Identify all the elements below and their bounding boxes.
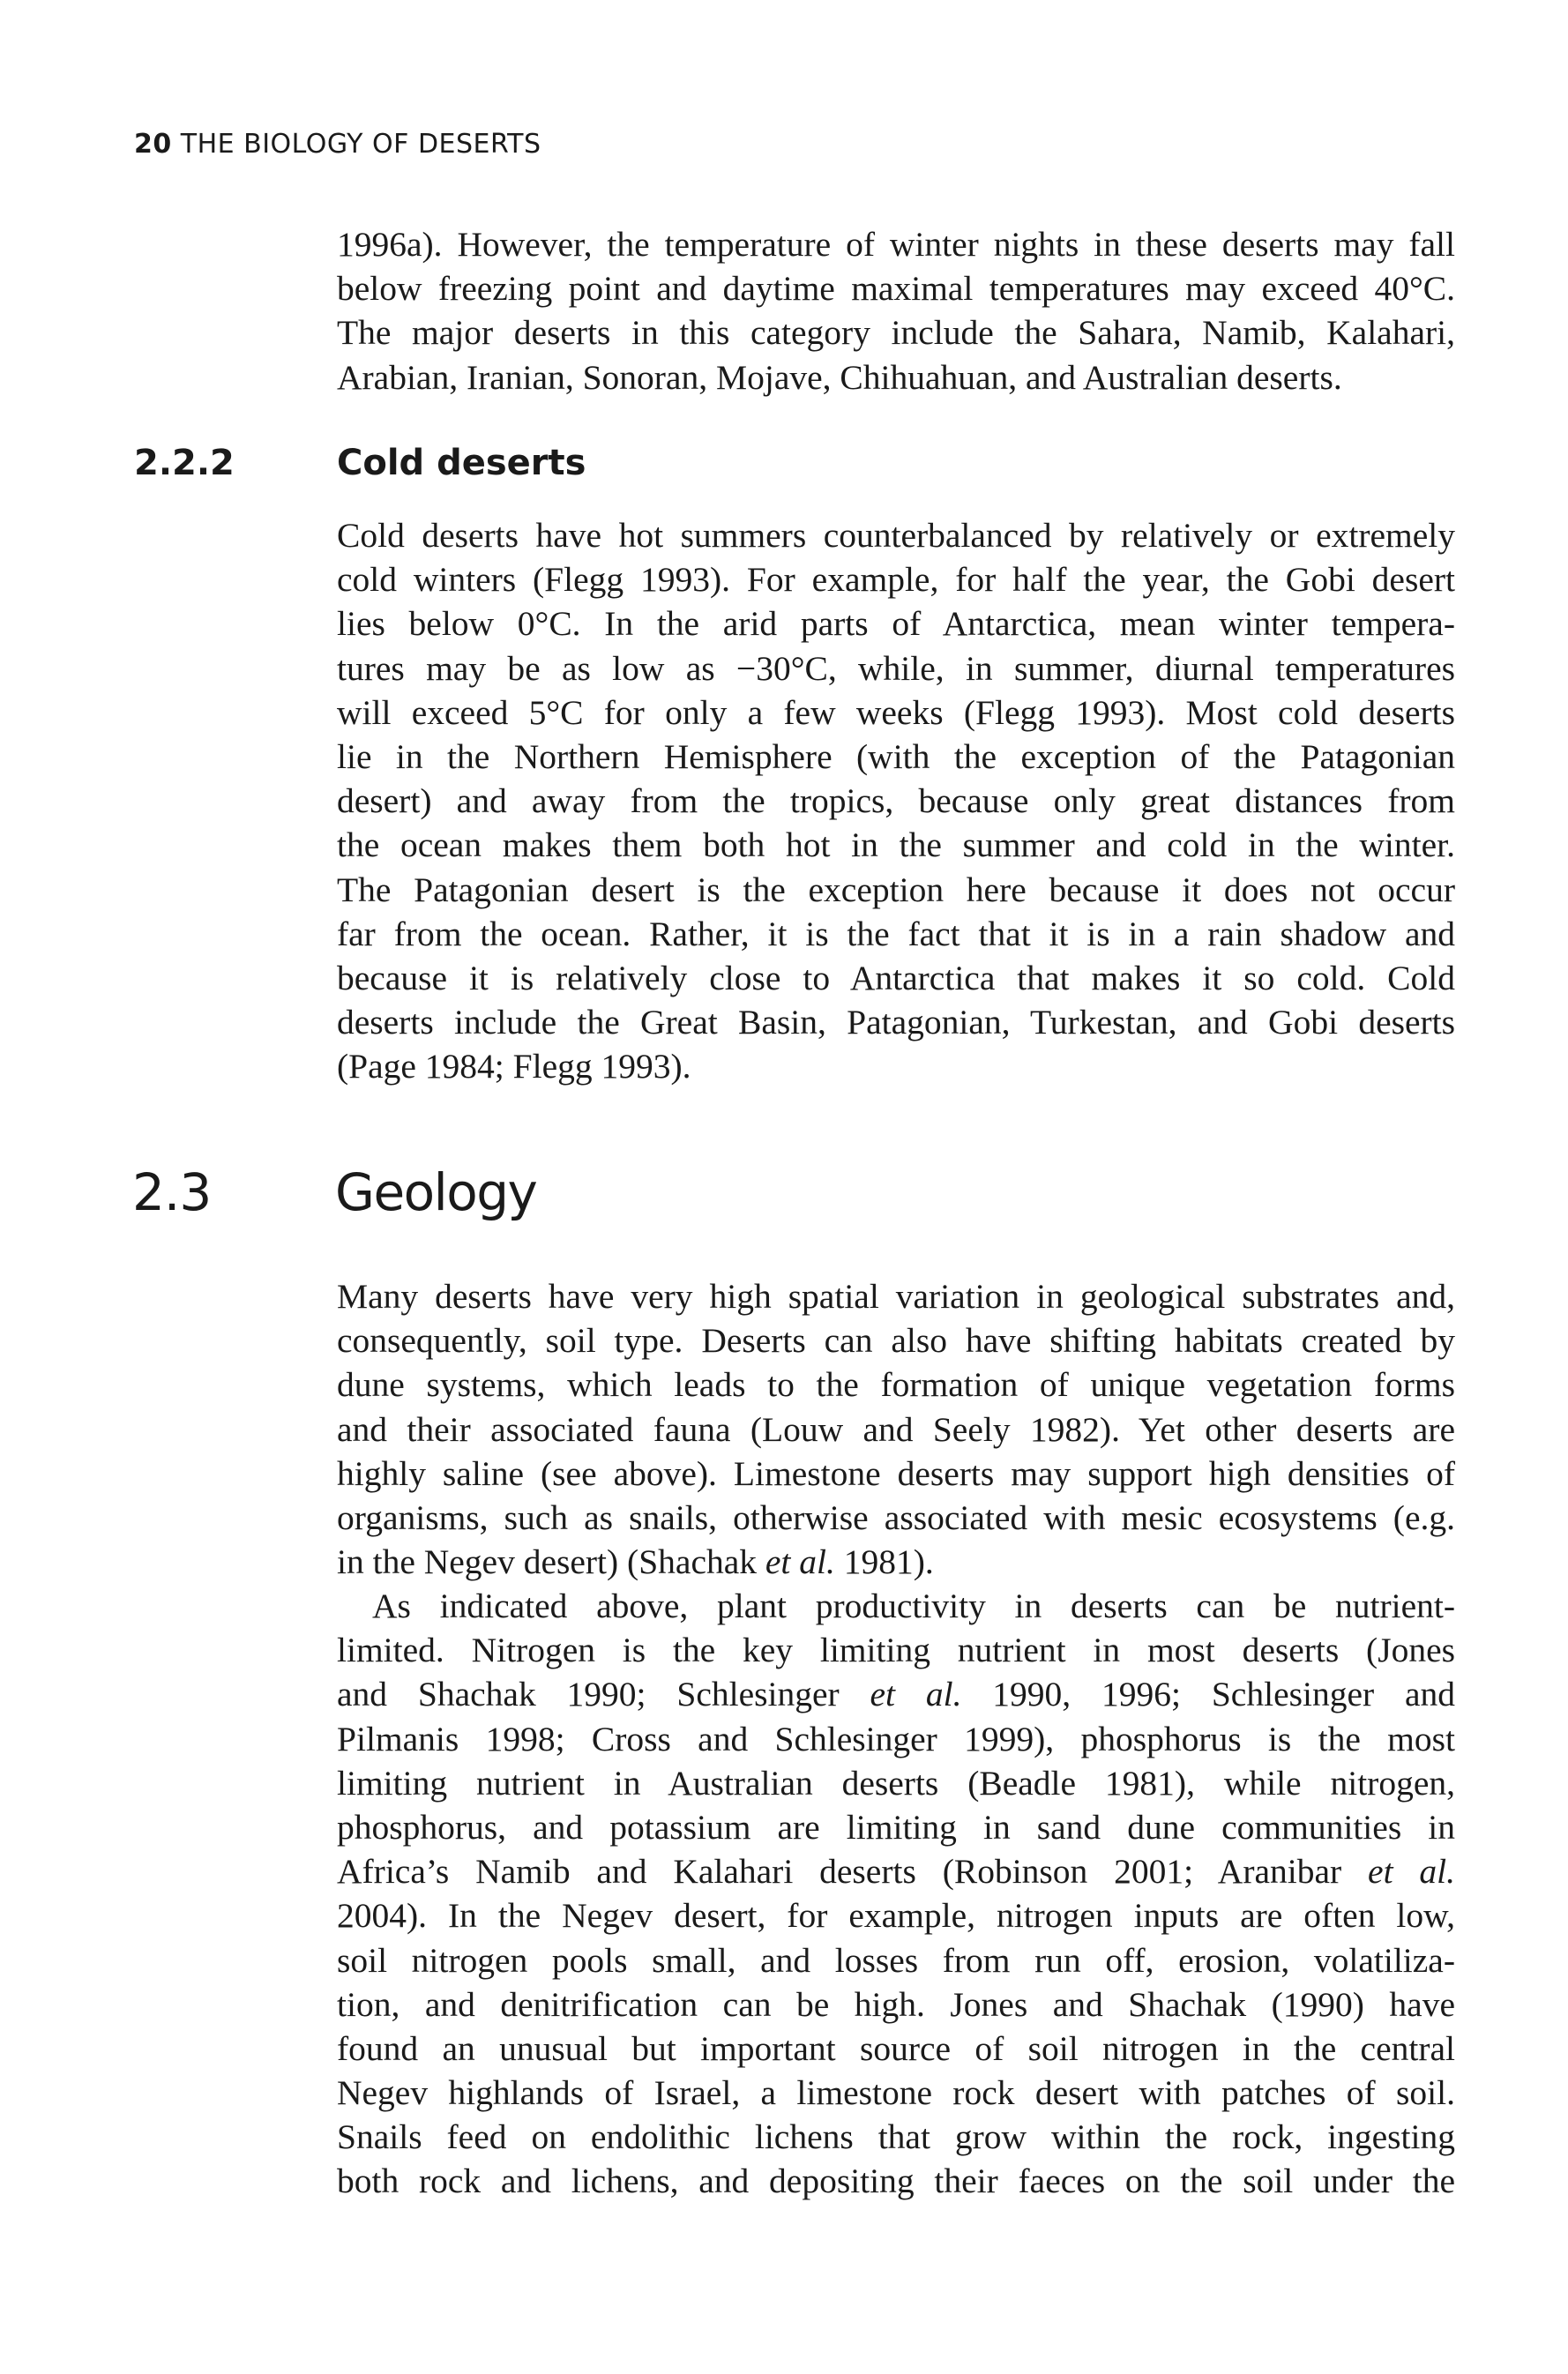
text-line: Many deserts have very high spatial variation in geological substrates and,	[337, 1277, 1455, 1316]
text-line: tion, and denitrification can be high. Jones and Shachak (1990) have	[337, 1984, 1455, 2024]
intro-paragraph	[337, 222, 1455, 399]
text-line: As indicated above, plant productivity in deserts can be nutrient-	[372, 1586, 1455, 1625]
text-line: the ocean makes them both hot in the summer and cold in the winter.	[337, 825, 1455, 865]
text-line: 1996a). However, the temperature of winter nights in these deserts may fall	[337, 225, 1455, 264]
section-title-geology: Geology	[335, 1162, 537, 1222]
text-line: The major deserts in this category include the Sahara, Namib, Kalahari,	[337, 313, 1455, 353]
text-line: will exceed 5°C for only a few weeks (Flegg 1993). Most cold deserts	[337, 692, 1455, 732]
text-line: highly saline (see above). Limestone deserts may support high densities of	[337, 1453, 1455, 1493]
text-line: limiting nutrient in Australian deserts (Beadle 1981), while nitrogen,	[337, 1763, 1455, 1803]
text-line: Arabian, Iranian, Sonoran, Mojave, Chihuahuan, and Australian deserts.	[337, 357, 1342, 397]
section-number-2-2-2: 2.2.2	[134, 443, 235, 483]
et-al-italic: et al.	[1368, 1852, 1455, 1892]
text-line: Cold deserts have hot summers counterbalanced by relatively or extremely	[337, 516, 1455, 555]
book-title: THE BIOLOGY OF DESERTS	[180, 129, 541, 160]
running-head	[134, 129, 541, 160]
text-line: phosphorus, and potassium are limiting in sand dune communities in	[337, 1807, 1455, 1847]
text-line: dune systems, which leads to the formation of unique vegetation forms	[337, 1365, 1455, 1405]
text-line: soil nitrogen pools small, and losses from run off, erosion, volatiliza-	[337, 1940, 1455, 1980]
text-line: in the Negev desert) (Shachak et al. 1981).	[337, 1542, 934, 1582]
text-line: Negev highlands of Israel, a limestone rock desert with patches of soil.	[337, 2073, 1455, 2113]
text-line: The Patagonian desert is the exception here because it does not occur	[337, 870, 1455, 909]
text-line: lie in the Northern Hemisphere (with the exception of the Patagonian	[337, 736, 1455, 776]
geology-paragraph-1	[337, 1274, 1455, 1584]
text-line: and Shachak 1990; Schlesinger et al. 1990, 1996; Schlesinger and	[337, 1675, 1456, 1714]
text-line: found an unusual but important source of soil nitrogen in the central	[337, 2028, 1455, 2068]
text-line: Africa’s Namib and Kalahari deserts (Robinson 2001; Aranibar et al.	[337, 1852, 1455, 1892]
geology-paragraph-2	[337, 1584, 1455, 2204]
et-al-italic: et al.	[870, 1675, 962, 1714]
text-line: far from the ocean. Rather, it is the fact that it is in a rain shadow and	[337, 914, 1455, 953]
text-line: 2004). In the Negev desert, for example, nitrogen inputs are often low,	[337, 1896, 1455, 1936]
text-line: below freezing point and daytime maximal temperatures may exceed 40°C.	[337, 269, 1455, 309]
page-number: 20	[134, 129, 172, 160]
text-line: cold winters (Flegg 1993). For example, for half the year, the Gobi desert	[337, 560, 1455, 600]
text-line: because it is relatively close to Antarctica that makes it so cold. Cold	[337, 958, 1455, 997]
text-line: limited. Nitrogen is the key limiting nutrient in most deserts (Jones	[337, 1631, 1455, 1670]
section-number-2-3: 2.3	[132, 1162, 212, 1222]
text-line: Pilmanis 1998; Cross and Schlesinger 1999), phosphorus is the most	[337, 1719, 1455, 1758]
cold-deserts-paragraph	[337, 513, 1455, 1088]
text-line: consequently, soil type. Deserts can also have shifting habitats created by	[337, 1321, 1455, 1361]
text-line: deserts include the Great Basin, Patagonian, Turkestan, and Gobi deserts	[337, 1003, 1455, 1042]
text-line: lies below 0°C. In the arid parts of Antarctica, mean winter tempera-	[337, 604, 1455, 644]
text-line: desert) and away from the tropics, because only great distances from	[337, 781, 1455, 821]
text-line: and their associated fauna (Louw and Seely 1982). Yet other deserts are	[337, 1409, 1455, 1449]
text-line: Snails feed on endolithic lichens that grow within the rock, ingesting	[337, 2117, 1455, 2157]
text-line: organisms, such as snails, otherwise associated with mesic ecosystems (e.g.	[337, 1497, 1455, 1537]
text-line: tures may be as low as −30°C, while, in summer, diurnal temperatures	[337, 648, 1455, 688]
text-line: both rock and lichens, and depositing their faeces on the soil under the	[337, 2161, 1455, 2201]
et-al-italic: et al.	[765, 1542, 835, 1582]
text-line: (Page 1984; Flegg 1993).	[337, 1047, 691, 1086]
section-title-cold-deserts: Cold deserts	[337, 443, 586, 483]
